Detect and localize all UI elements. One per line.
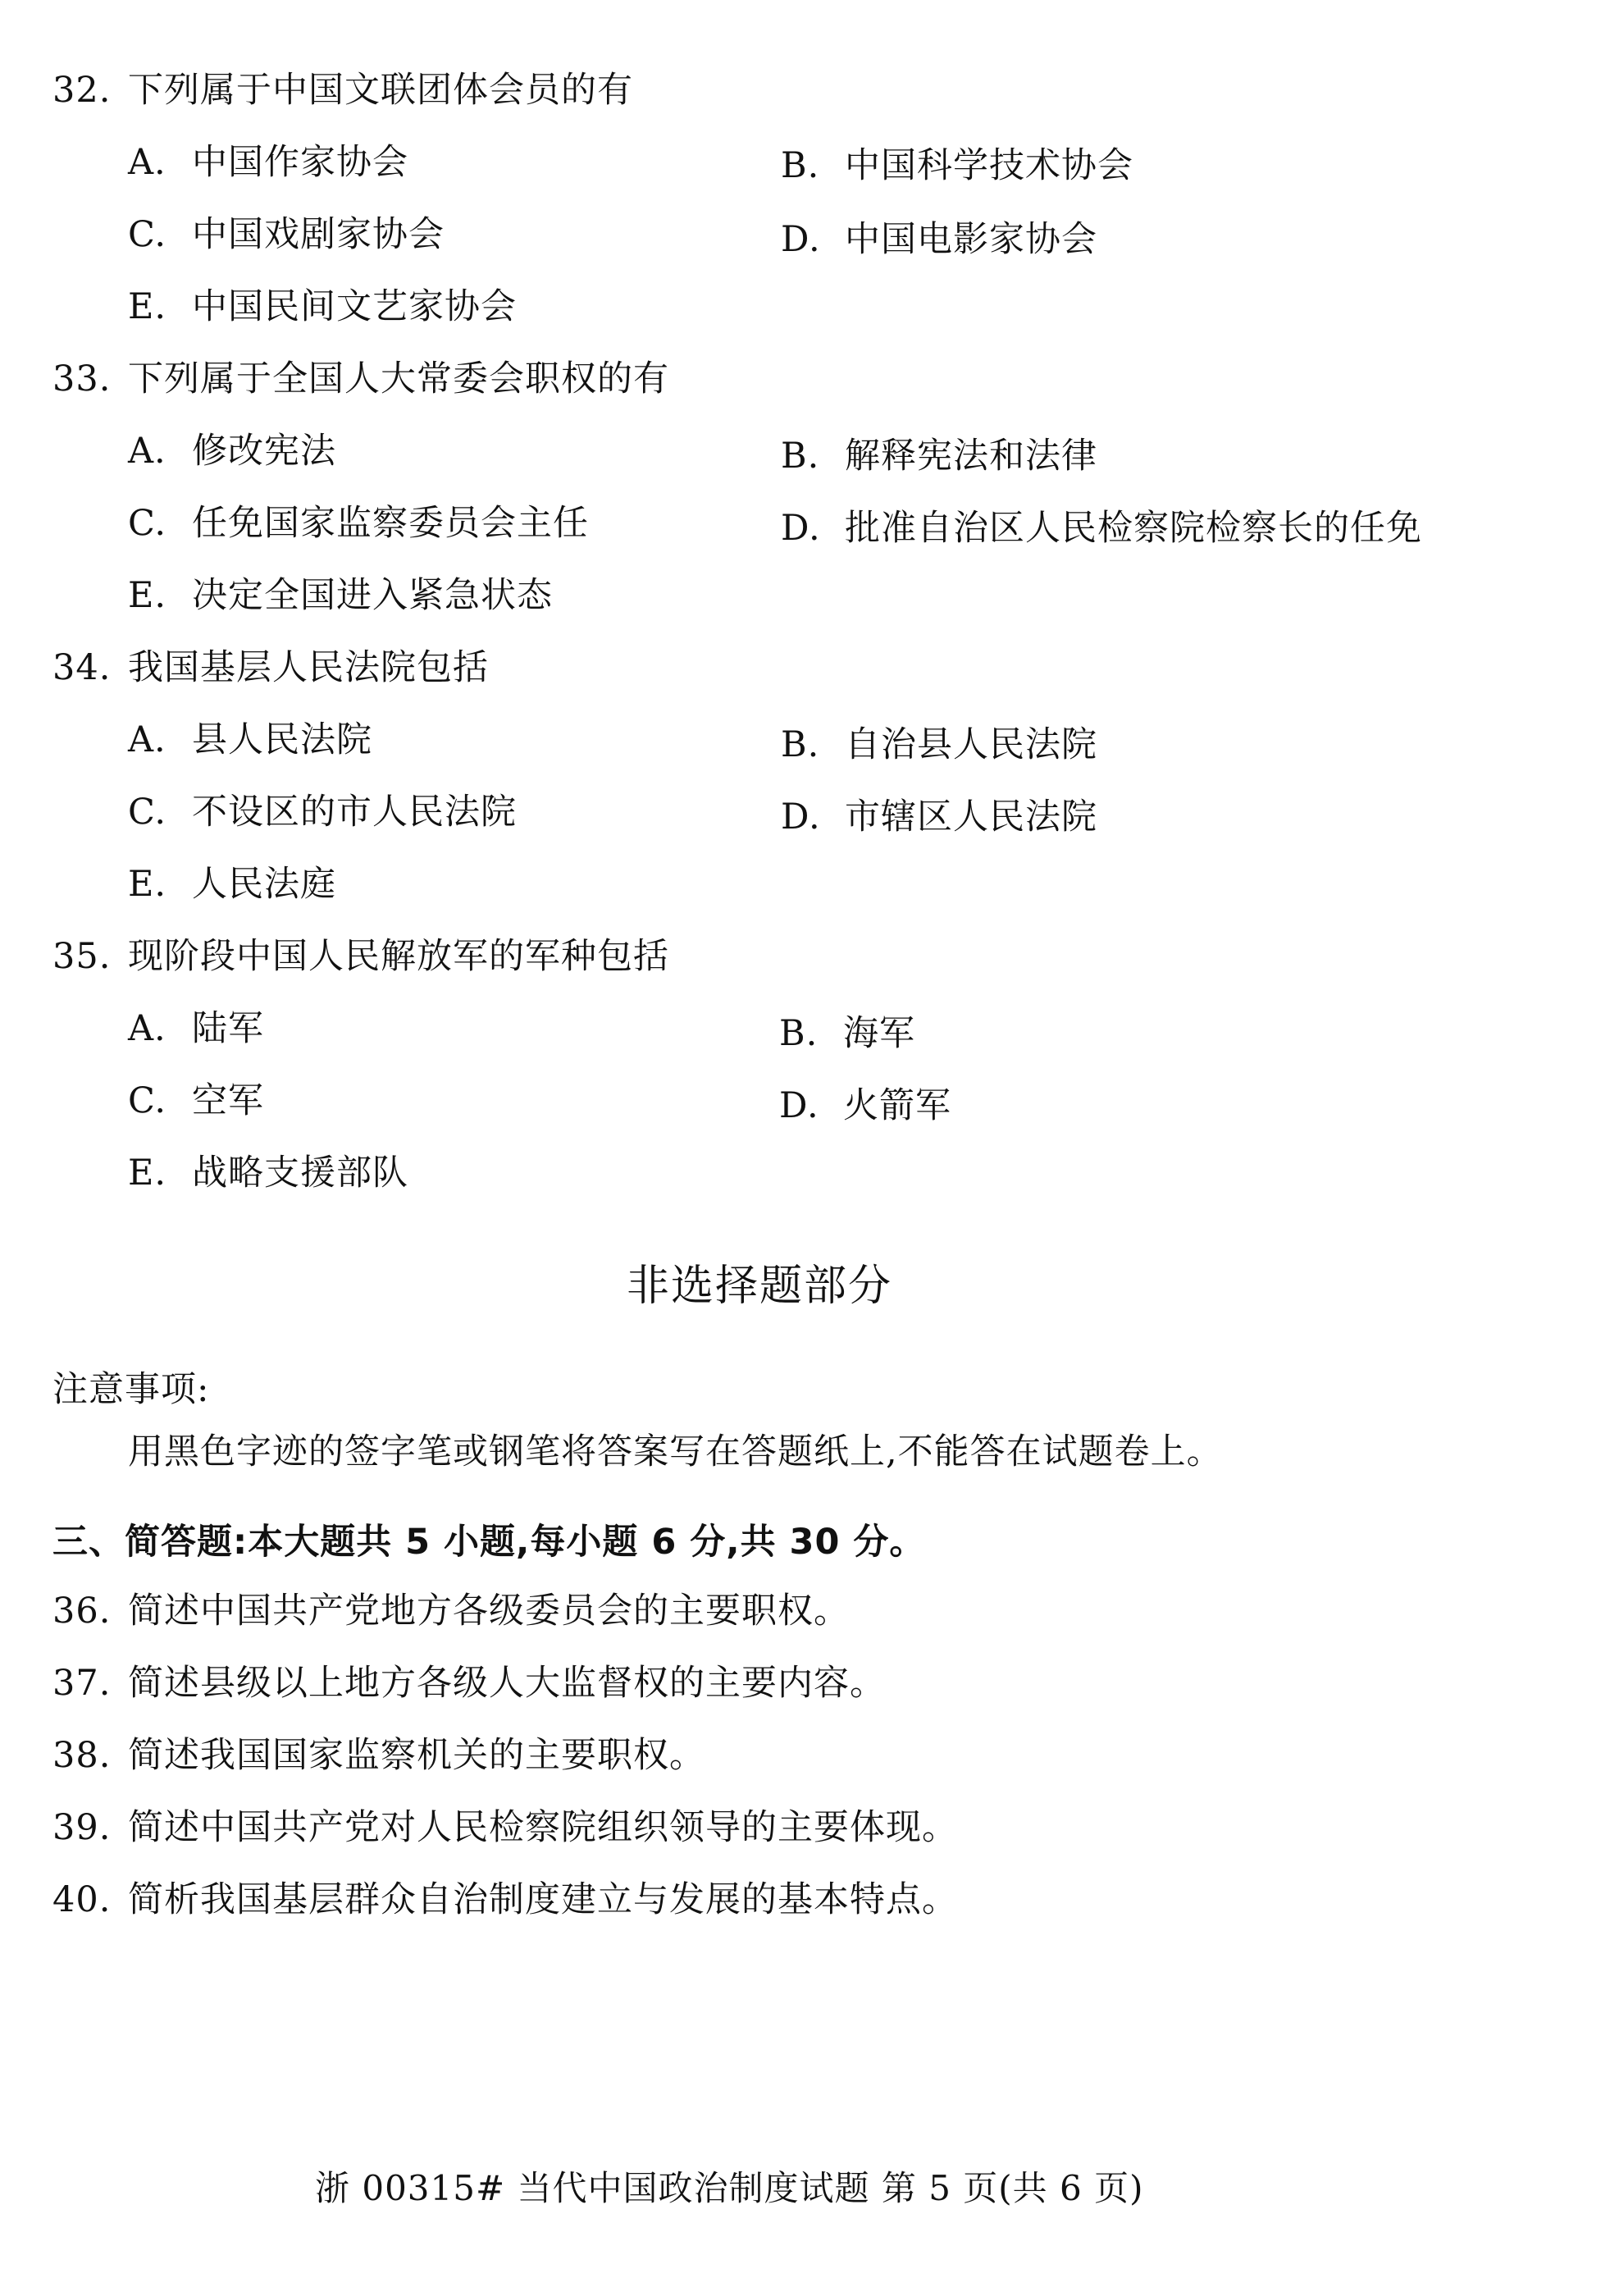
option-32-d: [781, 217, 1097, 262]
question-34: [52, 645, 489, 691]
option-label: E.: [128, 575, 167, 616]
option-label: E.: [128, 1153, 167, 1194]
option-text: 战略支援部队: [192, 1153, 408, 1194]
question-36: [52, 1588, 850, 1634]
option-label: E.: [128, 864, 167, 905]
option-35-d: [779, 1083, 951, 1129]
option-34-c: [128, 789, 517, 835]
option-33-a: [128, 428, 336, 474]
option-35-a: [128, 1006, 264, 1052]
option-33-e: [128, 573, 553, 619]
option-text: 陆军: [192, 1008, 264, 1049]
option-label: C.: [128, 503, 167, 544]
option-label: D.: [781, 797, 821, 838]
question-number: 38.: [52, 1735, 112, 1776]
option-35-c: [128, 1078, 264, 1124]
option-text: 不设区的市人民法院: [192, 792, 517, 833]
section-title: 非选择题部分: [627, 1262, 893, 1311]
option-label: D.: [779, 1085, 819, 1126]
option-label: B.: [781, 724, 820, 765]
option-text: 自治县人民法院: [845, 724, 1097, 765]
part3-heading: 三、简答题:本大题共 5 小题,每小题 6 分,共 30 分。: [52, 1522, 926, 1563]
question-number: 36.: [52, 1591, 112, 1632]
question-number: 35.: [52, 936, 112, 977]
question-text: 简析我国基层群众自治制度建立与发展的基本特点。: [128, 1879, 958, 1920]
option-35-e: [128, 1150, 408, 1196]
question-text: 简述县级以上地方各级人大监督权的主要内容。: [128, 1663, 886, 1704]
question-text: 下列属于全国人大常委会职权的有: [128, 358, 669, 399]
option-34-e: [128, 861, 336, 907]
option-label: C.: [128, 1080, 167, 1121]
option-text: 批准自治区人民检察院检察长的任免: [845, 508, 1422, 549]
option-text: 解释宪法和法律: [845, 436, 1097, 477]
option-label: A.: [128, 431, 166, 472]
question-text: 简述我国国家监察机关的主要职权。: [128, 1735, 705, 1776]
option-text: 中国民间文艺家协会: [192, 286, 517, 327]
question-text: 简述中国共产党地方各级委员会的主要职权。: [128, 1591, 850, 1632]
question-number: 32.: [52, 70, 112, 111]
question-40: [52, 1877, 958, 1923]
option-text: 市辖区人民法院: [845, 797, 1097, 838]
option-32-a: [128, 139, 408, 185]
question-33: [52, 356, 669, 402]
option-label: B.: [779, 1013, 819, 1054]
option-33-d: [781, 505, 1422, 551]
question-35: [52, 933, 669, 979]
option-label: B.: [781, 436, 820, 477]
option-32-b: [781, 143, 1133, 189]
question-39: [52, 1805, 958, 1851]
question-number: 40.: [52, 1879, 112, 1920]
question-38: [52, 1732, 705, 1778]
option-label: E.: [128, 286, 167, 327]
question-number: 33.: [52, 358, 112, 399]
option-35-b: [779, 1011, 915, 1057]
option-text: 决定全国进入紧急状态: [192, 575, 553, 616]
option-33-b: [781, 433, 1097, 479]
option-34-d: [781, 794, 1097, 840]
option-text: 任免国家监察委员会主任: [192, 503, 589, 544]
option-text: 县人民法院: [192, 719, 372, 760]
option-32-e: [128, 284, 517, 330]
option-label: A.: [128, 142, 166, 183]
question-text: 简述中国共产党对人民检察院组织领导的主要体现。: [128, 1807, 958, 1848]
option-label: A.: [128, 1008, 166, 1049]
option-33-c: [128, 500, 589, 546]
option-text: 火箭军: [843, 1085, 951, 1126]
option-32-c: [128, 212, 445, 258]
question-number: 34.: [52, 647, 112, 688]
question-number: 39.: [52, 1807, 112, 1848]
option-label: D.: [781, 508, 821, 549]
question-37: [52, 1660, 886, 1706]
option-text: 中国作家协会: [192, 142, 408, 183]
option-text: 中国科学技术协会: [845, 145, 1133, 186]
option-label: C.: [128, 214, 167, 255]
option-text: 修改宪法: [192, 431, 336, 472]
option-label: A.: [128, 719, 166, 760]
option-34-a: [128, 717, 372, 763]
option-text: 空军: [192, 1080, 264, 1121]
question-text: 我国基层人民法院包括: [128, 647, 489, 688]
notice-title: 注意事项:: [52, 1369, 210, 1410]
question-text: 现阶段中国人民解放军的军种包括: [128, 936, 669, 977]
question-32: [52, 67, 633, 113]
option-label: B.: [781, 145, 820, 186]
option-label: C.: [128, 792, 167, 833]
question-text: 下列属于中国文联团体会员的有: [128, 70, 633, 111]
question-number: 37.: [52, 1663, 112, 1704]
option-text: 海军: [843, 1013, 915, 1054]
option-text: 中国戏剧家协会: [192, 214, 445, 255]
option-text: 中国电影家协会: [845, 219, 1097, 260]
option-34-b: [781, 722, 1097, 768]
option-text: 人民法庭: [192, 864, 336, 905]
option-label: D.: [781, 219, 821, 260]
notice-text: 用黑色字迹的签字笔或钢笔将答案写在答题纸上,不能答在试题卷上。: [128, 1431, 1223, 1472]
page-footer: 浙 00315# 当代中国政治制度试题 第 5 页(共 6 页): [315, 2168, 1144, 2208]
